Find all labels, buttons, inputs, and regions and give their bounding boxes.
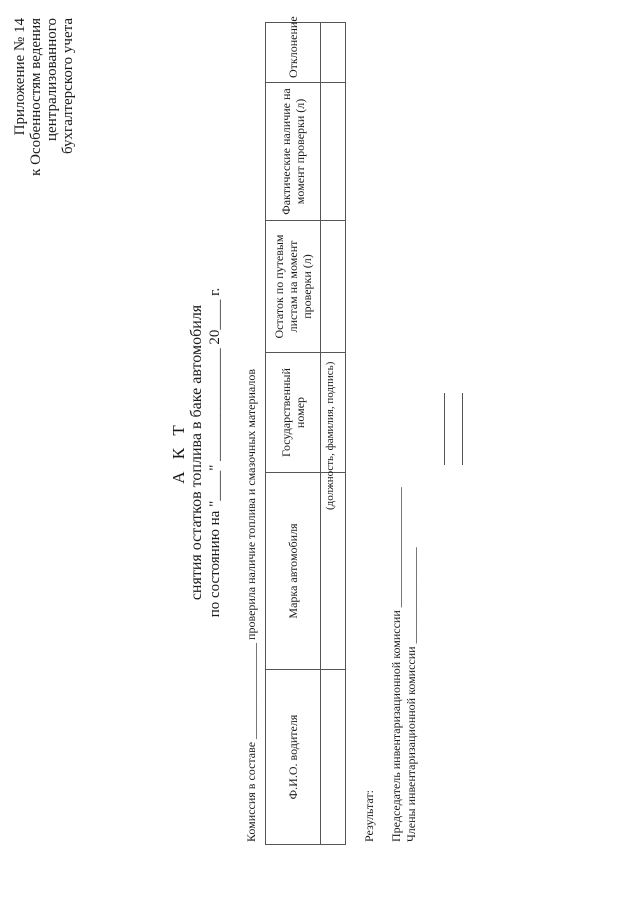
appendix-line-4: бухгалтерского учета: [60, 18, 76, 155]
header-deviation: Отклонение: [266, 23, 321, 83]
commission-line: [244, 369, 259, 842]
title-akt: А К Т: [169, 421, 188, 484]
member-signature-line[interactable]: [444, 393, 445, 465]
appendix-line-2: к Особенностям ведения: [28, 18, 44, 176]
appendix-line-3: централизованного: [44, 18, 60, 141]
chairman-signature-field[interactable]: ____________________: [389, 487, 403, 608]
cell-driver-name[interactable]: [321, 670, 346, 845]
commission-prefix: Комиссия в составе ________________: [244, 642, 258, 842]
document-title: [170, 0, 224, 905]
title-date-line: по состоянию на "____" _______________ 20____ г.: [207, 287, 223, 618]
appendix-line-1: Приложение № 14: [12, 18, 28, 136]
table-header-row: [266, 23, 321, 845]
header-car-brand: Марка автомобиля: [266, 473, 321, 670]
header-driver-name: Ф.И.О. водителя: [266, 670, 321, 845]
members-signature-field[interactable]: ________________: [404, 547, 418, 644]
members-label: Члены инвентаризационной комиссии: [404, 646, 418, 842]
appendix-note: [12, 18, 76, 176]
cell-deviation[interactable]: [321, 23, 346, 83]
header-waybill-balance: Остаток по путевым листам на момент проверки (л): [266, 221, 321, 353]
cell-actual-amount[interactable]: [321, 83, 346, 221]
cell-waybill-balance[interactable]: [321, 221, 346, 353]
chairman-label: Председатель инвентаризационной комиссии: [389, 610, 403, 842]
commission-suffix: проверила наличие топлива и смазочных материалов: [244, 369, 258, 640]
chairman-hint: (должность, фамилия, подпись): [324, 361, 336, 510]
result-label: Результат:: [362, 790, 376, 842]
header-actual-amount: Фактические наличие на момент проверки (л): [266, 83, 321, 221]
title-subject: снятия остатков топлива в баке автомобиля: [188, 304, 205, 601]
chairman-line: [389, 487, 404, 842]
header-plate-number: Государственный номер: [266, 353, 321, 473]
members-line: [404, 547, 419, 842]
member-signature-line[interactable]: [462, 393, 463, 465]
